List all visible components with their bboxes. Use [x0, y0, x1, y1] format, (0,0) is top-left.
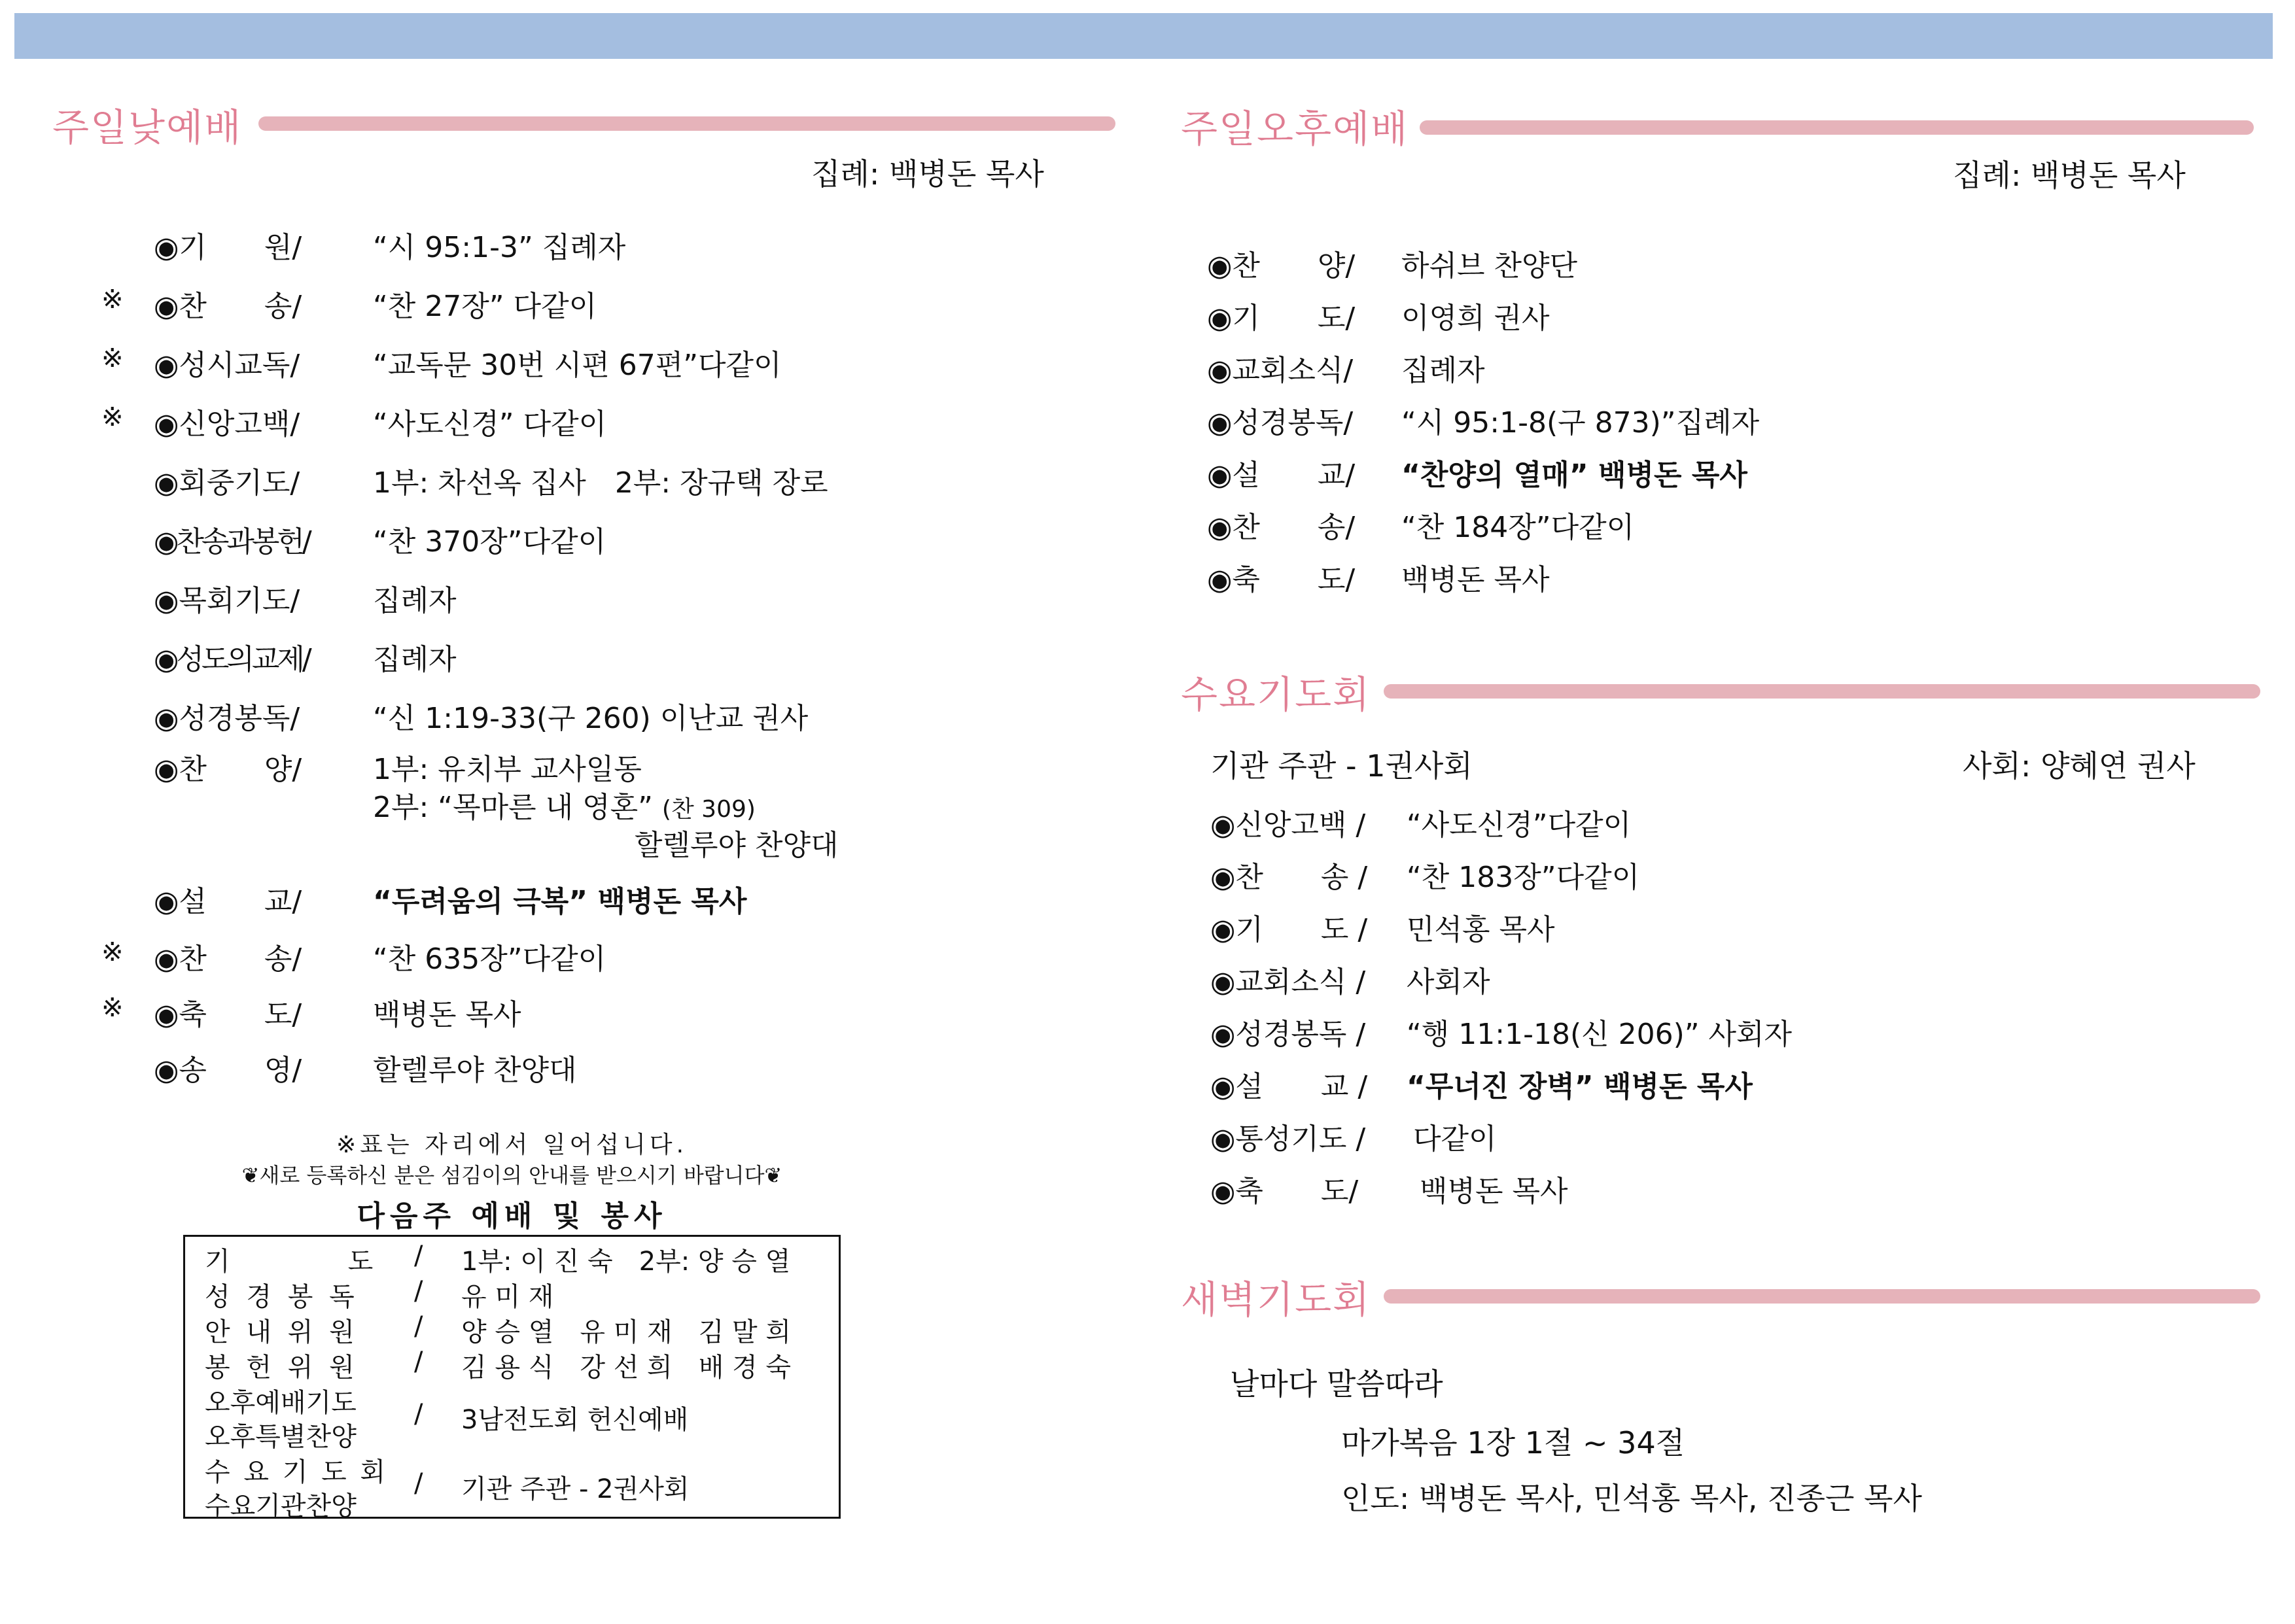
duty-value: 유 미 재 [461, 1282, 554, 1312]
duty-value: 김 용 식 강 선 희 배 경 숙 [461, 1353, 792, 1383]
hymn-title: 2부: “목마른 내 영혼” [373, 791, 653, 824]
order-value-line2 [373, 784, 756, 825]
separator: / [414, 1311, 423, 1341]
wednesday-title-bar [1384, 684, 2260, 699]
order-label: ◉찬 송/ [154, 942, 302, 976]
afternoon-service-title: 주일오후예배 [1181, 107, 1409, 151]
order-value: 1부: 유치부 교사일동 [373, 753, 642, 786]
afternoon-title-bar [1420, 120, 2254, 135]
standing-mark: ※ [101, 993, 124, 1023]
order-label: ◉성경봉독 / [1210, 1018, 1366, 1051]
order-label: ◉축 도/ [1210, 1175, 1359, 1208]
order-value: 사회자 [1407, 965, 1490, 999]
order-value: “찬양의 열매” 백병돈 목사 [1401, 458, 1747, 492]
order-value: 백병돈 목사 [1420, 1175, 1568, 1208]
order-value: “찬 184장”다같이 [1401, 511, 1635, 544]
order-label: ◉설 교 / [1210, 1070, 1368, 1103]
order-value: 집례자 [373, 643, 457, 676]
order-label: ◉교회소식/ [1207, 354, 1354, 387]
order-value: 집례자 [1401, 354, 1485, 387]
order-label: ◉찬 송/ [1207, 511, 1356, 544]
order-label: ◉통성기도 / [1210, 1122, 1366, 1156]
order-value: 1부: 차선옥 집사 2부: 장규택 장로 [373, 466, 828, 500]
order-label: ◉찬 송/ [154, 290, 302, 323]
order-label: ◉교회소식 / [1210, 965, 1366, 999]
order-label: ◉목회기도/ [154, 584, 300, 617]
order-value: “시 95:1-3” 집례자 [373, 231, 626, 264]
order-label: ◉축 도/ [154, 998, 302, 1031]
separator: / [414, 1241, 423, 1271]
order-value: “사도신경”다같이 [1407, 808, 1632, 842]
duty-label: 성 경 봉 독 [205, 1282, 359, 1312]
order-value: “찬 635장”다같이 [373, 942, 606, 976]
order-value: “교독문 30번 시편 67편”다같이 [373, 349, 782, 382]
morning-leader: 집례: 백병돈 목사 [811, 156, 1044, 192]
duty-label: 오후예배기도 [205, 1388, 357, 1418]
order-label: ◉기 도 / [1210, 913, 1368, 946]
order-label: ◉회중기도/ [154, 466, 300, 500]
order-label: ◉설 교/ [154, 885, 302, 918]
order-label: ◉찬 양/ [154, 753, 302, 786]
standing-mark: ※ [101, 285, 124, 315]
wednesday-leader: 사회: 양혜연 권사 [1963, 748, 2196, 784]
order-label: ◉기 도/ [1207, 302, 1356, 335]
next-week-table [183, 1235, 841, 1519]
order-label: ◉송 영/ [154, 1054, 302, 1087]
morning-title-bar [258, 116, 1115, 131]
order-label: ◉찬 송 / [1210, 861, 1368, 894]
top-banner [14, 13, 2273, 59]
duty-value: 양 승 열 유 미 재 김 말 희 [461, 1317, 792, 1347]
duty-value: 3남전도회 헌신예배 [461, 1405, 689, 1435]
morning-service-title: 주일낮예배 [52, 105, 243, 150]
order-value: 집례자 [373, 584, 457, 617]
separator: / [414, 1468, 423, 1498]
order-value: “무너진 장벽” 백병돈 목사 [1407, 1070, 1753, 1103]
order-value: “행 11:1-18(신 206)” 사회자 [1407, 1018, 1793, 1051]
order-value-line3: 할렐루야 찬양대 [635, 829, 839, 862]
dawn-title-bar [1384, 1289, 2260, 1304]
wednesday-host: 기관 주관 - 1권사회 [1210, 748, 1473, 784]
order-value: 백병돈 목사 [1401, 563, 1550, 596]
duty-value: 기관 주관 - 2권사회 [461, 1474, 690, 1504]
order-value: 다같이 [1413, 1122, 1497, 1156]
dawn-prayer-title: 새벽기도회 [1181, 1277, 1371, 1322]
order-value: 민석홍 목사 [1407, 913, 1555, 946]
dawn-scripture: 마가복음 1장 1절 ~ 34절 [1341, 1425, 1685, 1460]
order-value: “사도신경” 다같이 [373, 407, 607, 441]
order-label: ◉신앙고백/ [154, 407, 300, 441]
order-value: “두려움의 극복” 백병돈 목사 [373, 885, 747, 918]
wednesday-prayer-title: 수요기도회 [1181, 672, 1371, 717]
separator: / [414, 1347, 423, 1377]
duty-label: 봉 헌 위 원 [205, 1353, 359, 1383]
order-value: “찬 370장”다같이 [373, 525, 606, 559]
order-value: 이영희 권사 [1401, 302, 1550, 335]
order-label: ◉성도의교제/ [154, 643, 309, 676]
standing-mark: ※ [101, 402, 124, 432]
order-value: “찬 183장”다같이 [1407, 861, 1640, 894]
order-value: 백병돈 목사 [373, 998, 521, 1031]
order-label: ◉설 교/ [1207, 458, 1356, 492]
order-label: ◉찬 양/ [1207, 249, 1356, 283]
order-label: ◉성시교독/ [154, 349, 300, 382]
duty-label: 수 요 기 도 회 [205, 1457, 389, 1487]
order-label: ◉기 원/ [154, 231, 302, 264]
dawn-theme: 날마다 말씀따라 [1230, 1366, 1443, 1402]
duty-label: 안 내 위 원 [205, 1317, 359, 1347]
order-label: ◉신앙고백 / [1210, 808, 1366, 842]
order-value: “시 95:1-8(구 873)”집례자 [1401, 406, 1760, 440]
order-value: 할렐루야 찬양대 [373, 1054, 577, 1087]
next-week-title: 다음주 예배 및 봉사 [357, 1200, 667, 1233]
duty-value: 1부: 이 진 숙 2부: 양 승 열 [461, 1247, 791, 1277]
order-label: ◉성경봉독/ [1207, 406, 1354, 440]
order-label: ◉찬송과봉헌/ [154, 525, 309, 559]
separator: / [414, 1399, 423, 1429]
duty-label: 기 도 [205, 1247, 376, 1277]
separator: / [414, 1276, 423, 1306]
standing-mark: ※ [101, 937, 124, 967]
duty-label-2: 수요기관찬양 [205, 1491, 357, 1521]
standing-note: ※표는 자리에서 일어섭니다. [336, 1132, 688, 1158]
order-label: ◉성경봉독/ [154, 702, 300, 735]
newcomer-note: ❦새로 등록하신 분은 섬김이의 안내를 받으시기 바랍니다❦ [241, 1163, 782, 1188]
afternoon-leader: 집례: 백병돈 목사 [1953, 158, 2186, 193]
order-value: 하쉬브 찬양단 [1401, 249, 1578, 283]
order-value: “신 1:19-33(구 260) 이난교 권사 [373, 702, 809, 735]
order-label: ◉축 도/ [1207, 563, 1356, 596]
hymn-number: (찬 309) [661, 796, 756, 823]
order-value: “찬 27장” 다같이 [373, 290, 597, 323]
dawn-leaders: 인도: 백병돈 목사, 민석홍 목사, 진종근 목사 [1341, 1481, 1922, 1516]
standing-mark: ※ [101, 343, 124, 373]
duty-label-2: 오후특별찬양 [205, 1422, 357, 1452]
